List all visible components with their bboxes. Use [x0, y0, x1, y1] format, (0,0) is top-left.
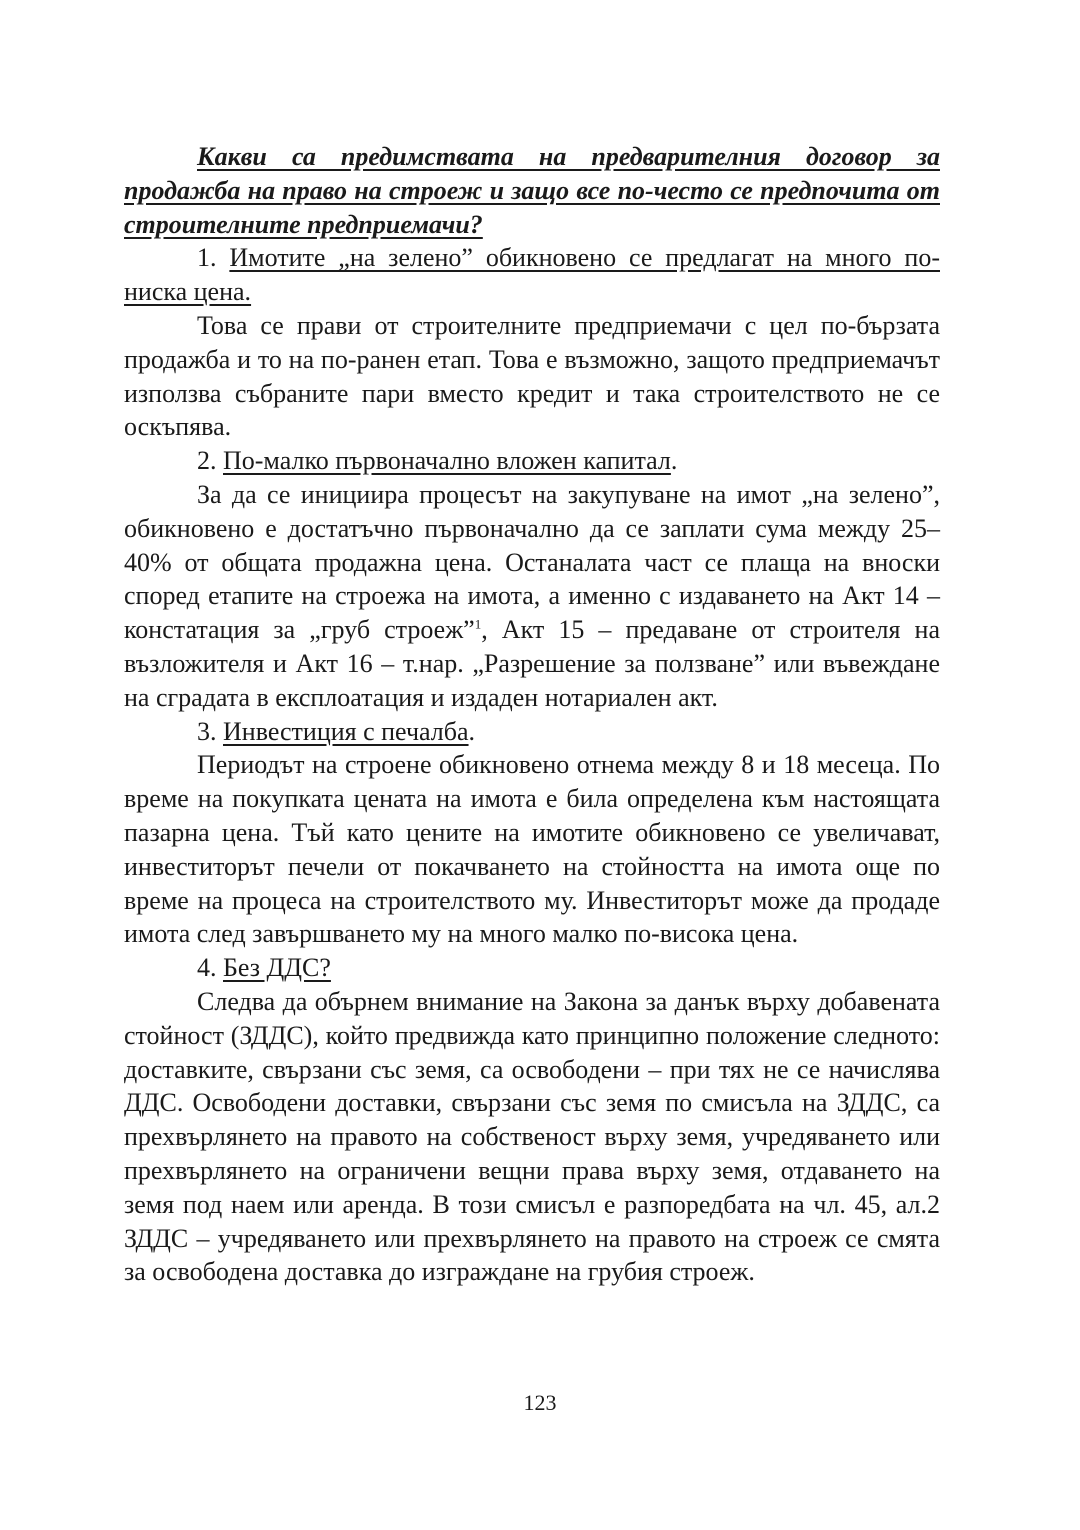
point-1-title: [124, 241, 940, 309]
page-number: 123: [523, 1390, 557, 1415]
point-4-number: 4.: [197, 953, 217, 983]
section-heading: Какви са предимствата на предварителния договор за продажба на право на строеж и защо все по-често се предпочита от строителните предприемачи?: [124, 142, 940, 239]
point-2-label: По-малко първоначално вложен капитал: [223, 446, 671, 476]
point-3-title: 3. Инвестиция с печалба.: [197, 716, 476, 746]
footnote-mark: 1: [474, 616, 482, 632]
point-3-number: 3.: [197, 716, 217, 746]
point-1-body: Това се прави от строителните предприемачи с цел по-бързата продажба и то на по-ранен етап. Това е възможно, защото предприемачът използва събраните пари вместо кредит и така строителството не се оскъпява.: [124, 310, 940, 442]
point-4-title: [124, 951, 940, 985]
point-1-number: 1.: [197, 243, 217, 273]
point-2-title: 2. По-малко първоначално вложен капитал.: [197, 446, 678, 476]
point-4-label: Без ДДС?: [223, 953, 331, 983]
main-text: [124, 140, 940, 1289]
point-3-label: Инвестиция с печалба: [223, 716, 469, 746]
point-1-label: Имотите „на зелено” обикновено се предлагат на много по-ниска цена.: [124, 243, 940, 307]
point-3-body: Периодът на строене обикновено отнема между 8 и 18 месеца. По време на покупката цената на имота е била определена към настоящата пазарна цена. Тъй като цените на имотите обикновено се увеличават, инвеститорът печели от покачването на стойността на имота още по време на процеса на строителството му. Инвеститорът може да продаде имота след завършването му на много малко по-висока цена.: [124, 750, 940, 949]
point-2-body: За да се инициира процесът на закупуване на имот „на зелено”, обикновено е достатъчно първоначално да се заплати сума между 25–40% от общата продажна цена. Останалата част се плаща на вноски според етапите на строежа на имота, а именно с издаването на Акт 14 – констатация за „груб строеж”$^1$, Акт 15 – предаване от строителя на възложителя и Акт 16 – т.нар. „Разрешение за ползване” или въвеждане на сградата в експлоатация и издаден нотариален акт.: [124, 479, 940, 712]
point-4-body: Следва да обърнем внимание на Закона за данък върху добавената стойност (ЗДДС), който предвижда като принципно положение следното: доставките, свързани със земя, са освободени – при тях не се начислява ДДС. Освободени доставки, свързани със земя по смисъла на ЗДДС, са прехвърлянето на правото на собственост върху земя, учредяването или прехвърлянето на ограничени вещни права върху земя, отдаването на земя под наем или аренда. В този смисъл е разпоредбата на чл. 45, ал.2 ЗДДС – учредяването или прехвърлянето на правото на строеж се смята за освободена доставка до изграждане на грубия строеж.: [124, 986, 940, 1287]
point-2-number: 2.: [197, 446, 217, 476]
